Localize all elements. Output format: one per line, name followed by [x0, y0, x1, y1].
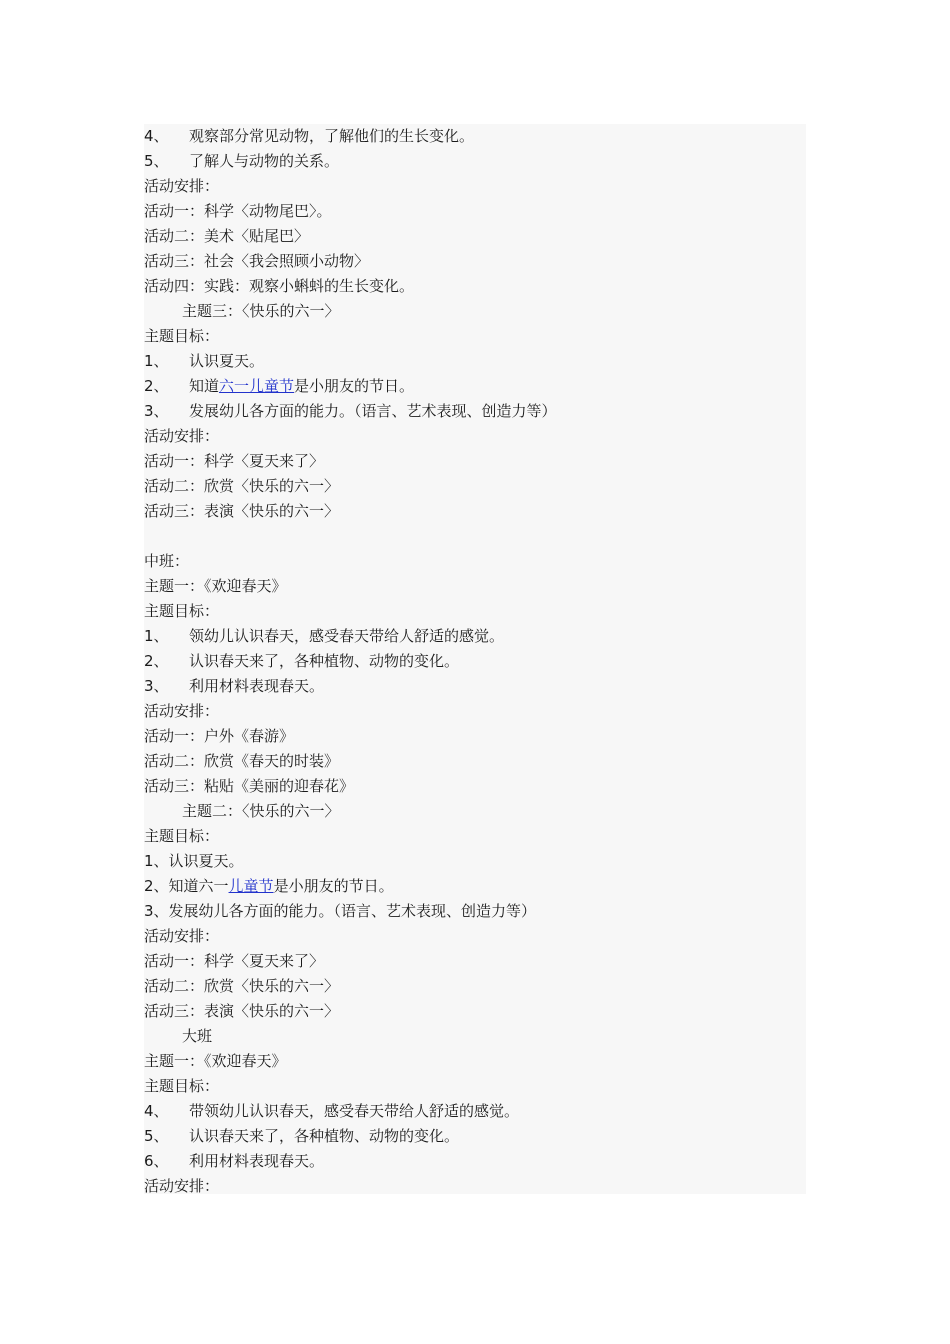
text-line: 活动一：户外《春游》 — [144, 727, 295, 745]
list-number: 4、 — [144, 1102, 169, 1120]
text-line: 主题目标： — [144, 602, 220, 620]
list-number: 5、 — [144, 1127, 169, 1145]
text-line: 主题目标： — [144, 1077, 220, 1095]
text-line: 活动二：美术〈贴尾巴〉 — [144, 227, 310, 245]
text-line: 主题目标： — [144, 827, 220, 845]
text-line — [144, 649, 459, 674]
document-content — [144, 124, 806, 1194]
text-line — [144, 124, 474, 149]
line-text: 认识春天来了，各种植物、动物的变化。 — [189, 652, 460, 670]
text-line — [144, 1099, 519, 1124]
text-line: 活动三：表演〈快乐的六一〉 — [144, 502, 340, 520]
text-line — [144, 349, 264, 374]
text-line: 活动安排： — [144, 702, 220, 720]
list-number: 4、 — [144, 127, 169, 145]
line-text: 认识夏天。 — [189, 352, 265, 370]
text-line — [144, 149, 339, 174]
list-number: 5、 — [144, 152, 169, 170]
text-line: 活动一：科学〈夏天来了〉 — [144, 952, 325, 970]
text-line — [144, 1124, 459, 1149]
text-line — [144, 674, 324, 699]
list-number: 2、 — [144, 377, 169, 395]
section-heading: 主题三：〈快乐的六一〉 — [182, 302, 340, 320]
text-line: 主题目标： — [144, 327, 220, 345]
text-line: 1、认识夏天。 — [144, 852, 244, 870]
text-line: 活动三：表演〈快乐的六一〉 — [144, 1002, 340, 1020]
text-line — [144, 1149, 324, 1174]
text-line: 3、发展幼儿各方面的能力。（语言、艺术表现、创造力等） — [144, 902, 537, 920]
childrens-day-link[interactable]: 儿童节 — [228, 877, 274, 895]
list-number: 3、 — [144, 677, 169, 695]
text-line: 活动四：实践：观察小蝌蚪的生长变化。 — [144, 277, 415, 295]
line-text: 是小朋友的节日。 — [273, 877, 394, 895]
section-heading: 大班 — [182, 1027, 213, 1045]
line-text: 知道 — [189, 377, 220, 395]
line-text: 观察部分常见动物，了解他们的生长变化。 — [189, 127, 475, 145]
text-line — [144, 374, 414, 399]
line-text: 利用材料表现春天。 — [189, 677, 325, 695]
text-line: 活动三：粘贴《美丽的迎春花》 — [144, 777, 355, 795]
text-line: 活动安排： — [144, 1177, 220, 1195]
line-text: 利用材料表现春天。 — [189, 1152, 325, 1170]
list-number: 2、 — [144, 652, 169, 670]
list-number: 1、 — [144, 352, 169, 370]
section-heading: 主题二：〈快乐的六一〉 — [182, 802, 340, 820]
text-line: 活动安排： — [144, 927, 220, 945]
line-text: 认识春天来了，各种植物、动物的变化。 — [189, 1127, 460, 1145]
line-text: 是小朋友的节日。 — [294, 377, 415, 395]
text-line — [144, 399, 557, 424]
list-number: 1、 — [144, 627, 169, 645]
text-line: 活动安排： — [144, 177, 220, 195]
line-text: 了解人与动物的关系。 — [189, 152, 340, 170]
text-line — [144, 624, 504, 649]
line-text: 2、知道六一 — [144, 877, 229, 895]
text-line: 活动三：社会〈我会照顾小动物〉 — [144, 252, 370, 270]
text-line: 活动安排： — [144, 427, 220, 445]
line-text: 领幼儿认识春天，感受春天带给人舒适的感觉。 — [189, 627, 505, 645]
text-line: 主题一：《欢迎春天》 — [144, 1052, 287, 1070]
line-text: 带领幼儿认识春天，感受春天带给人舒适的感觉。 — [189, 1102, 520, 1120]
text-line: 主题一：《欢迎春天》 — [144, 577, 287, 595]
list-number: 3、 — [144, 402, 169, 420]
text-line: 活动一：科学〈夏天来了〉 — [144, 452, 325, 470]
line-text: 发展幼儿各方面的能力。（语言、艺术表现、创造力等） — [189, 402, 557, 420]
text-line — [144, 874, 394, 899]
list-number: 6、 — [144, 1152, 169, 1170]
text-line: 活动一：科学〈动物尾巴〉。 — [144, 202, 332, 220]
text-line: 活动二：欣赏《春天的时装》 — [144, 752, 340, 770]
text-line: 活动二：欣赏〈快乐的六一〉 — [144, 477, 340, 495]
section-heading: 中班： — [144, 552, 190, 570]
text-line: 活动二：欣赏〈快乐的六一〉 — [144, 977, 340, 995]
childrens-day-link[interactable]: 六一儿童节 — [219, 377, 295, 395]
